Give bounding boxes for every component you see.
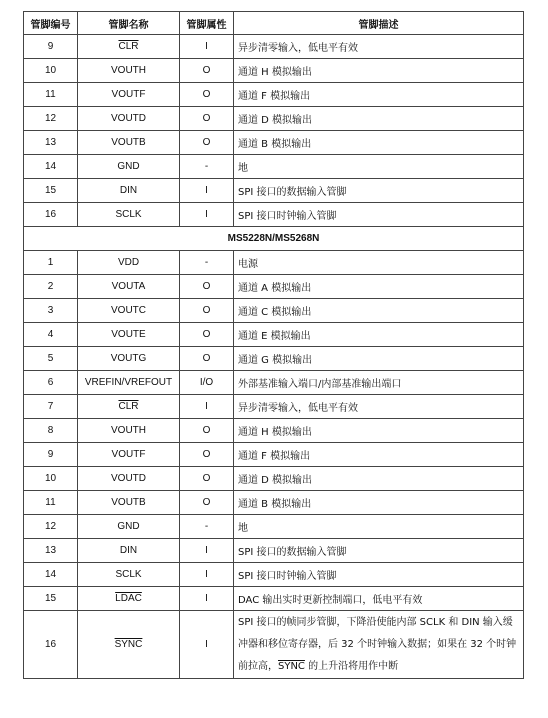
- pin-attribute: I: [180, 395, 234, 419]
- pin-attribute: I: [180, 563, 234, 587]
- pin-description: SPI 接口的数据输入管脚: [234, 179, 524, 203]
- pin-number: 16: [24, 611, 78, 679]
- pin-number: 15: [24, 587, 78, 611]
- pin-name: [78, 107, 180, 131]
- pin-attribute: O: [180, 275, 234, 299]
- table-row: [24, 371, 524, 395]
- pin-attribute: O: [180, 443, 234, 467]
- pin-number: 14: [24, 563, 78, 587]
- pin-attribute: O: [180, 107, 234, 131]
- pin-attribute: O: [180, 131, 234, 155]
- pin-attribute: O: [180, 299, 234, 323]
- pin-description: 地: [234, 515, 524, 539]
- pin-attribute: O: [180, 491, 234, 515]
- pin-description: 地: [234, 155, 524, 179]
- pin-description: SPI 接口时钟输入管脚: [234, 563, 524, 587]
- table-row: [24, 179, 524, 203]
- pin-number: 14: [24, 155, 78, 179]
- pin-number: 15: [24, 179, 78, 203]
- pin-name-text: SYNC: [114, 639, 143, 650]
- pin-number: 10: [24, 467, 78, 491]
- pin-name: [78, 251, 180, 275]
- pin-attribute: O: [180, 467, 234, 491]
- pin-attribute: O: [180, 419, 234, 443]
- pin-number: 4: [24, 323, 78, 347]
- pin-name: [78, 347, 180, 371]
- pin-name-text: $\overline{CLR}$: [118, 401, 139, 412]
- pin-description: 电源: [234, 251, 524, 275]
- table-row: [24, 35, 524, 59]
- table-row: [24, 611, 524, 679]
- pin-number: 13: [24, 539, 78, 563]
- table-row: [24, 539, 524, 563]
- pin-number: 6: [24, 371, 78, 395]
- pin-description: 异步清零输入，低电平有效: [234, 35, 524, 59]
- pin-description: 通道 B 模拟输出: [234, 131, 524, 155]
- pin-number: 16: [24, 203, 78, 227]
- table-row: [24, 107, 524, 131]
- pin-name-text: VOUTH: [111, 65, 146, 76]
- table-row: [24, 515, 524, 539]
- table-row: [24, 83, 524, 107]
- pin-description: 通道 H 模拟输出: [234, 419, 524, 443]
- table-row: [24, 587, 524, 611]
- pin-attribute: O: [180, 347, 234, 371]
- pin-name: [78, 59, 180, 83]
- pin-number: 2: [24, 275, 78, 299]
- pin-attribute: I: [180, 203, 234, 227]
- pin-name: [78, 371, 180, 395]
- table-row: [24, 443, 524, 467]
- pin-description: SPI 接口的数据输入管脚: [234, 539, 524, 563]
- pin-number: 11: [24, 491, 78, 515]
- pin-name-text: VDD: [117, 257, 140, 268]
- pin-name: [78, 491, 180, 515]
- pin-name: [78, 419, 180, 443]
- pin-name: [78, 155, 180, 179]
- pin-attribute: I: [180, 179, 234, 203]
- pin-name: [78, 323, 180, 347]
- pin-description: 通道 C 模拟输出: [234, 299, 524, 323]
- header-pin-description: 管脚描述: [234, 12, 524, 35]
- pin-table: [23, 11, 524, 679]
- pin-name-text: DIN: [119, 545, 138, 556]
- pin-description: [234, 611, 524, 679]
- table-row: [24, 299, 524, 323]
- pin-description: 通道 A 模拟输出: [234, 275, 524, 299]
- pin-name-text: VOUTG: [110, 353, 147, 364]
- pin-attribute: -: [180, 515, 234, 539]
- section-title-row: [24, 227, 524, 251]
- pin-attribute: I: [180, 539, 234, 563]
- table-row: [24, 563, 524, 587]
- pin-number: 8: [24, 419, 78, 443]
- pin-name: [78, 563, 180, 587]
- pin-name-text: VOUTF: [111, 449, 146, 460]
- pin-number: 13: [24, 131, 78, 155]
- pin-name-text: VOUTA: [111, 281, 146, 292]
- section-group: [24, 227, 524, 251]
- pin-number: 1: [24, 251, 78, 275]
- table-header-row: [24, 12, 524, 35]
- pin-description: 通道 D 模拟输出: [234, 107, 524, 131]
- pin-description: 通道 F 模拟输出: [234, 83, 524, 107]
- pin-description-part2: 的上升沿将用作中断: [304, 660, 399, 672]
- table-row: [24, 251, 524, 275]
- pin-number: 11: [24, 83, 78, 107]
- table-row: [24, 155, 524, 179]
- pin-description: 通道 F 模拟输出: [234, 443, 524, 467]
- pin-name-text: GND: [117, 161, 140, 172]
- table-row: [24, 323, 524, 347]
- pin-name-text: VOUTH: [111, 425, 146, 436]
- table-row: [24, 395, 524, 419]
- pin-name: [78, 83, 180, 107]
- pin-name: [78, 275, 180, 299]
- table-body-bottom: [24, 251, 524, 611]
- pin-name: [78, 395, 180, 419]
- pin-attribute: I: [180, 587, 234, 611]
- pin-name: [78, 443, 180, 467]
- table-row: [24, 203, 524, 227]
- pin-description: 通道 D 模拟输出: [234, 467, 524, 491]
- pin-description: DAC 输出实时更新控制端口，低电平有效: [234, 587, 524, 611]
- pin-attribute: I: [180, 611, 234, 679]
- pin-name-text: LDAC: [115, 593, 142, 604]
- pin-name: [78, 467, 180, 491]
- table-row: [24, 347, 524, 371]
- pin-name: [78, 539, 180, 563]
- pin-name-text: VOUTE: [111, 329, 146, 340]
- table-row: [24, 59, 524, 83]
- pin-description: 通道 G 模拟输出: [234, 347, 524, 371]
- header-pin-name: 管脚名称: [78, 12, 180, 35]
- pin-description: 外部基准输入端口/内部基准输出端口: [234, 371, 524, 395]
- header-pin-number: 管脚编号: [24, 12, 78, 35]
- pin-name-text: SCLK: [115, 569, 142, 580]
- pin-name-text: VOUTC: [111, 305, 146, 316]
- pin-attribute: O: [180, 83, 234, 107]
- pin-name-text: VOUTB: [111, 137, 146, 148]
- pin-name: [78, 203, 180, 227]
- pin-number: 12: [24, 107, 78, 131]
- pin-name: [78, 299, 180, 323]
- pin-name-text: VOUTB: [111, 497, 146, 508]
- pin-description: 通道 B 模拟输出: [234, 491, 524, 515]
- pin-number: 9: [24, 443, 78, 467]
- pin-description-part1: SPI 接口的帧同步管脚，下降沿使能内部 SCLK 和 DIN 输入缓冲器和移位寄存器，后 32 个时钟输入数据；如果在 32 个时钟前拉高，: [238, 616, 517, 672]
- pin-name: [78, 131, 180, 155]
- pin-number: 9: [24, 35, 78, 59]
- header-pin-attribute: 管脚属性: [180, 12, 234, 35]
- pin-name-text: VOUTF: [111, 89, 146, 100]
- pin-name-text: VOUTD: [111, 473, 146, 484]
- pin-name: [78, 515, 180, 539]
- pin-name-text: VOUTD: [111, 113, 146, 124]
- table-body-top: [24, 35, 524, 227]
- table-row: [24, 275, 524, 299]
- pin-name-text: SCLK: [115, 209, 142, 220]
- table-row: [24, 467, 524, 491]
- pin-attribute: -: [180, 155, 234, 179]
- pin-name: [78, 35, 180, 59]
- pin-attribute: O: [180, 323, 234, 347]
- table-row: [24, 131, 524, 155]
- pin-description-sync: SYNC: [278, 660, 305, 672]
- pin-number: 5: [24, 347, 78, 371]
- pin-name: [78, 179, 180, 203]
- pin-name: [78, 611, 180, 679]
- pin-name-text: VREFIN/VREFOUT: [84, 377, 173, 388]
- pin-description: 通道 E 模拟输出: [234, 323, 524, 347]
- pin-description: SPI 接口时钟输入管脚: [234, 203, 524, 227]
- pin-attribute: I/O: [180, 371, 234, 395]
- pin-attribute: -: [180, 251, 234, 275]
- section-title: MS5228N/MS5268N: [24, 227, 524, 251]
- pin-name-text: $\overline{CLR}$: [118, 41, 139, 52]
- pin-number: 7: [24, 395, 78, 419]
- pin-name-text: GND: [117, 521, 140, 532]
- pin-number: 10: [24, 59, 78, 83]
- pin-attribute: O: [180, 59, 234, 83]
- pin-number: 3: [24, 299, 78, 323]
- pin-number: 12: [24, 515, 78, 539]
- table-row: [24, 491, 524, 515]
- pin-name-text: DIN: [119, 185, 138, 196]
- pin-description: 通道 H 模拟输出: [234, 59, 524, 83]
- pin-name: [78, 587, 180, 611]
- table-row: [24, 419, 524, 443]
- table-body-last: [24, 611, 524, 679]
- pin-description: 异步清零输入，低电平有效: [234, 395, 524, 419]
- pin-attribute: I: [180, 35, 234, 59]
